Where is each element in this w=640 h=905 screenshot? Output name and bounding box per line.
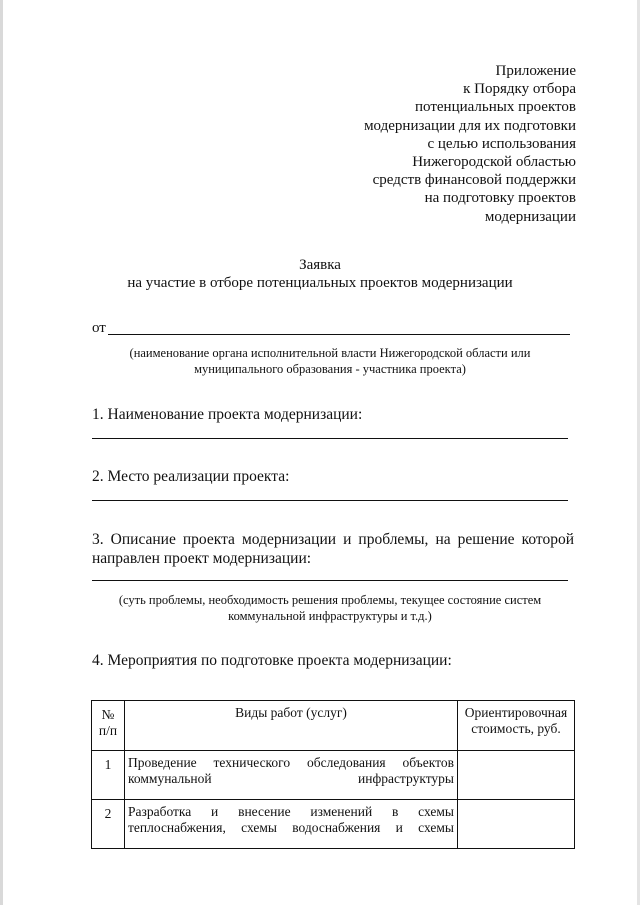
row-num: 1 — [92, 751, 125, 800]
appendix-line: Нижегородской областью — [412, 154, 576, 171]
appendix-line: на подготовку проектов — [424, 190, 576, 207]
from-note: (наименование органа исполнительной власти Нижегородской области или муниципального образования - участника проекта) — [129, 346, 531, 376]
appendix-line: средств финансовой поддержки — [372, 172, 576, 189]
row-work: Разработка и внесение изменений в схемы теплоснабжения, схемы водоснабжения и схемы — [125, 800, 458, 849]
document-subtitle: на участие в отборе потенциальных проектов модернизации — [127, 275, 513, 291]
section-activities: 4. Мероприятия по подготовке проекта модернизации: — [92, 652, 452, 669]
appendix-line: к Порядку отбора — [463, 81, 576, 98]
table-header-row — [92, 701, 575, 751]
row-cost — [458, 800, 575, 849]
from-fill-line — [108, 334, 570, 335]
table-row — [92, 800, 575, 849]
header-cost: Ориентировочная стоимость, руб. — [458, 701, 575, 751]
row-work: Проведение технического обследования объектов коммунальной инфраструктуры — [125, 751, 458, 800]
project-name-fill-line — [92, 438, 568, 439]
page-edge-left — [0, 0, 3, 905]
appendix-line: модернизации для их подготовки — [364, 117, 576, 134]
appendix-line: потенциальных проектов — [415, 99, 576, 116]
appendix-line: модернизации — [484, 208, 576, 225]
activities-table — [91, 700, 575, 849]
section-project-location: 2. Место реализации проекта: — [92, 468, 290, 485]
appendix-line: Приложение — [495, 63, 576, 79]
project-location-fill-line — [92, 500, 568, 501]
row-num: 2 — [92, 800, 125, 849]
header-work: Виды работ (услуг) — [125, 701, 458, 751]
project-description-fill-line — [92, 580, 568, 581]
document-title: Заявка — [299, 257, 341, 273]
row-cost — [458, 751, 575, 800]
from-label: от — [92, 320, 106, 336]
header-num: № п/п — [92, 701, 125, 751]
appendix-header — [276, 62, 576, 226]
description-note: (суть проблемы, необходимость решения проблемы, текущее состояние систем коммунальной инфраструктуры и т.д.) — [118, 593, 542, 623]
section-project-description: 3. Описание проекта модернизации и проблемы, на решение которой направлен проект модернизации: — [92, 531, 574, 567]
table-row — [92, 751, 575, 800]
appendix-line: с целью использования — [427, 135, 576, 152]
section-project-name: 1. Наименование проекта модернизации: — [92, 406, 363, 423]
